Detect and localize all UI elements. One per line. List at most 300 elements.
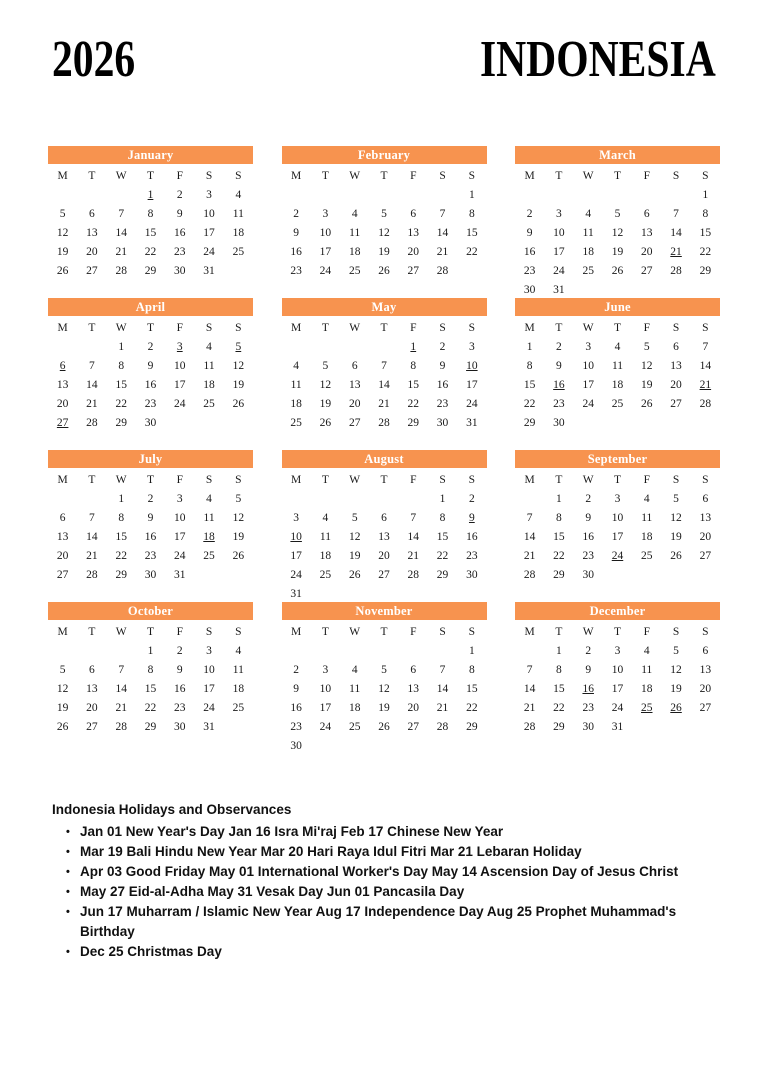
day-cell[interactable]: 23 [290,721,302,733]
day-cell[interactable]: 30 [290,740,302,752]
day-cell[interactable]: 29 [699,265,712,277]
day-cell[interactable]: 13 [56,379,69,391]
day-cell[interactable]: 12 [611,227,624,239]
day-cell[interactable]: 20 [670,379,682,391]
day-cell[interactable]: 3 [614,493,621,505]
day-cell[interactable]: 21 [436,246,449,258]
day-cell[interactable]: 2 [468,493,475,505]
day-cell[interactable]: 31 [290,588,302,600]
day-cell[interactable]: 12 [378,227,390,239]
day-cell[interactable]: 30 [174,721,186,733]
day-cell[interactable]: 22 [144,246,157,258]
day-cell[interactable]: 9 [585,512,592,524]
day-cell[interactable]: 23 [466,550,478,562]
day-cell-holiday[interactable]: 3 [176,341,183,353]
day-cell[interactable]: 19 [378,702,390,714]
day-cell[interactable]: 11 [290,379,302,391]
day-cell[interactable]: 22 [436,550,449,562]
day-cell[interactable]: 17 [290,550,302,562]
day-cell[interactable]: 5 [381,208,387,220]
day-cell[interactable]: 30 [466,569,478,581]
day-cell[interactable]: 15 [523,379,536,391]
day-cell[interactable]: 26 [378,721,390,733]
day-cell[interactable]: 7 [381,360,387,372]
day-cell[interactable]: 19 [611,246,624,258]
day-cell[interactable]: 12 [641,360,653,372]
day-cell[interactable]: 14 [407,531,420,543]
day-cell[interactable]: 19 [348,550,361,562]
day-cell-holiday[interactable]: 27 [56,417,69,429]
day-cell[interactable]: 21 [115,702,127,714]
day-cell[interactable]: 1 [468,645,475,657]
day-cell[interactable]: 8 [118,360,125,372]
day-cell[interactable]: 8 [556,664,562,676]
day-cell[interactable]: 9 [526,227,533,239]
day-cell[interactable]: 10 [203,664,215,676]
day-cell[interactable]: 17 [582,379,594,391]
day-cell[interactable]: 4 [235,189,242,201]
day-cell[interactable]: 12 [378,683,390,695]
day-cell[interactable]: 18 [611,379,624,391]
day-cell[interactable]: 29 [115,417,127,429]
day-cell[interactable]: 10 [174,512,186,524]
day-cell[interactable]: 27 [86,265,98,277]
day-cell[interactable]: 9 [556,360,562,372]
day-cell[interactable]: 26 [319,417,332,429]
day-cell[interactable]: 5 [59,664,66,676]
day-cell-holiday[interactable]: 6 [59,360,66,372]
day-cell[interactable]: 18 [232,683,245,695]
day-cell[interactable]: 14 [115,227,127,239]
day-cell[interactable]: 27 [86,721,98,733]
day-cell[interactable]: 6 [702,493,709,505]
day-cell[interactable]: 26 [56,721,69,733]
day-cell[interactable]: 31 [203,721,215,733]
day-cell[interactable]: 18 [203,379,215,391]
day-cell[interactable]: 2 [526,208,533,220]
day-cell[interactable]: 25 [232,246,245,258]
day-cell-holiday[interactable]: 16 [582,683,594,695]
day-cell[interactable]: 14 [436,683,449,695]
day-cell[interactable]: 9 [293,227,300,239]
day-cell[interactable]: 11 [203,512,215,524]
day-cell[interactable]: 24 [174,398,186,410]
day-cell[interactable]: 6 [410,208,417,220]
day-cell[interactable]: 3 [322,208,329,220]
day-cell[interactable]: 16 [523,246,536,258]
day-cell[interactable]: 27 [699,702,712,714]
day-cell[interactable]: 23 [174,702,186,714]
day-cell[interactable]: 13 [641,227,653,239]
day-cell[interactable]: 15 [144,227,157,239]
day-cell[interactable]: 25 [348,265,361,277]
day-cell[interactable]: 27 [407,265,420,277]
day-cell[interactable]: 19 [232,531,245,543]
day-cell[interactable]: 23 [523,265,536,277]
day-cell[interactable]: 26 [670,550,682,562]
day-cell[interactable]: 21 [86,398,98,410]
day-cell[interactable]: 7 [118,208,125,220]
day-cell[interactable]: 5 [59,208,66,220]
day-cell[interactable]: 15 [144,683,157,695]
day-cell[interactable]: 1 [439,493,446,505]
day-cell[interactable]: 26 [378,265,390,277]
day-cell[interactable]: 10 [319,227,332,239]
day-cell[interactable]: 29 [144,721,157,733]
day-cell[interactable]: 3 [322,664,329,676]
day-cell[interactable]: 21 [115,246,127,258]
day-cell[interactable]: 28 [670,265,682,277]
day-cell[interactable]: 22 [115,550,127,562]
day-cell[interactable]: 31 [553,284,565,296]
day-cell[interactable]: 29 [407,417,420,429]
day-cell[interactable]: 3 [468,341,475,353]
day-cell[interactable]: 4 [206,341,212,353]
day-cell[interactable]: 25 [203,398,215,410]
day-cell[interactable]: 16 [290,702,302,714]
day-cell[interactable]: 21 [436,702,449,714]
day-cell[interactable]: 5 [614,208,621,220]
day-cell[interactable]: 10 [203,208,215,220]
day-cell[interactable]: 20 [641,246,653,258]
day-cell[interactable]: 1 [118,341,125,353]
day-cell[interactable]: 22 [407,398,420,410]
day-cell[interactable]: 25 [611,398,624,410]
day-cell[interactable]: 13 [670,360,682,372]
day-cell[interactable]: 3 [614,645,621,657]
day-cell[interactable]: 6 [702,645,709,657]
day-cell[interactable]: 28 [115,721,127,733]
day-cell-holiday[interactable]: 1 [147,189,154,201]
day-cell[interactable]: 2 [176,189,183,201]
day-cell[interactable]: 26 [611,265,624,277]
day-cell[interactable]: 13 [348,379,361,391]
day-cell[interactable]: 10 [582,360,594,372]
day-cell[interactable]: 8 [468,664,475,676]
day-cell[interactable]: 28 [436,721,449,733]
day-cell[interactable]: 8 [118,512,125,524]
day-cell[interactable]: 16 [174,227,186,239]
day-cell[interactable]: 27 [641,265,653,277]
day-cell[interactable]: 4 [206,493,212,505]
day-cell[interactable]: 25 [319,569,332,581]
day-cell[interactable]: 6 [59,512,66,524]
day-cell[interactable]: 15 [553,531,565,543]
day-cell[interactable]: 3 [206,645,212,657]
day-cell[interactable]: 30 [553,417,565,429]
day-cell[interactable]: 28 [523,721,536,733]
day-cell[interactable]: 9 [147,360,154,372]
day-cell-holiday[interactable]: 26 [670,702,682,714]
day-cell-holiday[interactable]: 1 [410,341,417,353]
day-cell[interactable]: 11 [232,208,244,220]
day-cell[interactable]: 24 [319,265,332,277]
day-cell[interactable]: 20 [699,683,712,695]
day-cell[interactable]: 1 [556,493,562,505]
day-cell[interactable]: 6 [381,512,387,524]
day-cell[interactable]: 12 [670,664,682,676]
day-cell[interactable]: 1 [526,341,533,353]
day-cell[interactable]: 23 [174,246,186,258]
day-cell[interactable]: 26 [641,398,653,410]
day-cell[interactable]: 23 [436,398,449,410]
day-cell[interactable]: 22 [466,702,478,714]
day-cell[interactable]: 7 [673,208,679,220]
day-cell[interactable]: 19 [670,683,682,695]
day-cell[interactable]: 24 [553,265,565,277]
day-cell[interactable]: 28 [523,569,536,581]
day-cell[interactable]: 2 [439,341,446,353]
day-cell[interactable]: 11 [641,664,653,676]
day-cell[interactable]: 11 [319,531,331,543]
day-cell[interactable]: 11 [349,683,361,695]
day-cell[interactable]: 27 [407,721,420,733]
day-cell[interactable]: 27 [348,417,361,429]
day-cell[interactable]: 7 [526,512,533,524]
day-cell[interactable]: 20 [378,550,390,562]
day-cell[interactable]: 12 [670,512,682,524]
day-cell[interactable]: 27 [56,569,69,581]
day-cell[interactable]: 20 [699,531,712,543]
day-cell[interactable]: 10 [553,227,565,239]
day-cell[interactable]: 13 [699,664,712,676]
day-cell[interactable]: 30 [582,721,594,733]
day-cell[interactable]: 5 [235,493,242,505]
day-cell[interactable]: 24 [319,721,332,733]
day-cell-holiday[interactable]: 21 [670,246,682,258]
day-cell[interactable]: 4 [351,664,358,676]
day-cell[interactable]: 7 [410,512,417,524]
day-cell[interactable]: 23 [582,702,594,714]
day-cell[interactable]: 4 [235,645,242,657]
day-cell[interactable]: 5 [322,360,329,372]
day-cell[interactable]: 1 [702,189,709,201]
day-cell[interactable]: 6 [89,664,95,676]
day-cell[interactable]: 16 [466,531,478,543]
day-cell[interactable]: 25 [348,721,361,733]
day-cell[interactable]: 5 [673,493,679,505]
day-cell[interactable]: 19 [319,398,332,410]
day-cell-holiday[interactable]: 24 [611,550,624,562]
day-cell[interactable]: 1 [468,189,475,201]
day-cell[interactable]: 11 [349,227,361,239]
day-cell[interactable]: 8 [556,512,562,524]
day-cell[interactable]: 12 [56,227,69,239]
day-cell[interactable]: 27 [699,550,712,562]
day-cell[interactable]: 15 [466,683,478,695]
day-cell[interactable]: 14 [378,379,390,391]
day-cell[interactable]: 17 [466,379,478,391]
day-cell[interactable]: 7 [439,664,446,676]
day-cell[interactable]: 21 [86,550,98,562]
day-cell[interactable]: 14 [86,379,98,391]
day-cell[interactable]: 3 [206,189,212,201]
day-cell[interactable]: 29 [553,721,565,733]
day-cell[interactable]: 16 [144,379,157,391]
day-cell[interactable]: 20 [56,398,69,410]
day-cell[interactable]: 9 [293,683,300,695]
day-cell[interactable]: 25 [290,417,302,429]
day-cell[interactable]: 16 [436,379,449,391]
day-cell[interactable]: 26 [232,398,245,410]
day-cell[interactable]: 18 [290,398,302,410]
day-cell[interactable]: 22 [553,702,565,714]
day-cell[interactable]: 13 [56,531,69,543]
day-cell[interactable]: 19 [56,702,69,714]
day-cell[interactable]: 3 [585,341,592,353]
day-cell[interactable]: 29 [466,721,478,733]
day-cell[interactable]: 31 [203,265,215,277]
day-cell[interactable]: 6 [643,208,650,220]
day-cell[interactable]: 26 [348,569,361,581]
day-cell[interactable]: 16 [174,683,186,695]
day-cell[interactable]: 25 [582,265,594,277]
day-cell[interactable]: 27 [670,398,682,410]
day-cell[interactable]: 30 [582,569,594,581]
day-cell[interactable]: 8 [147,208,154,220]
day-cell[interactable]: 4 [614,341,621,353]
day-cell[interactable]: 14 [523,683,536,695]
day-cell[interactable]: 18 [319,550,332,562]
day-cell[interactable]: 23 [290,265,302,277]
day-cell[interactable]: 14 [115,683,127,695]
day-cell[interactable]: 4 [585,208,592,220]
day-cell[interactable]: 15 [115,379,127,391]
day-cell[interactable]: 26 [56,265,69,277]
day-cell[interactable]: 2 [585,645,592,657]
day-cell[interactable]: 11 [232,664,244,676]
day-cell[interactable]: 20 [407,246,420,258]
day-cell[interactable]: 7 [89,360,95,372]
day-cell[interactable]: 15 [436,531,449,543]
day-cell[interactable]: 15 [553,683,565,695]
day-cell[interactable]: 7 [702,341,709,353]
day-cell-holiday[interactable]: 21 [699,379,712,391]
day-cell[interactable]: 15 [699,227,712,239]
day-cell[interactable]: 30 [144,417,157,429]
day-cell[interactable]: 8 [526,360,533,372]
day-cell[interactable]: 23 [144,398,157,410]
day-cell[interactable]: 1 [118,493,125,505]
day-cell[interactable]: 17 [319,246,332,258]
day-cell-holiday[interactable]: 25 [641,702,653,714]
day-cell[interactable]: 2 [293,664,300,676]
day-cell[interactable]: 17 [319,702,332,714]
day-cell[interactable]: 24 [203,702,215,714]
day-cell[interactable]: 7 [439,208,446,220]
day-cell[interactable]: 22 [553,550,565,562]
day-cell[interactable]: 18 [348,246,361,258]
day-cell-holiday[interactable]: 10 [290,531,302,543]
day-cell[interactable]: 9 [439,360,446,372]
day-cell[interactable]: 31 [174,569,186,581]
day-cell[interactable]: 20 [407,702,420,714]
day-cell[interactable]: 13 [407,683,420,695]
day-cell[interactable]: 3 [293,512,300,524]
day-cell-holiday[interactable]: 5 [235,341,242,353]
day-cell[interactable]: 28 [115,265,127,277]
day-cell-holiday[interactable]: 16 [553,379,565,391]
day-cell[interactable]: 17 [611,531,624,543]
day-cell[interactable]: 29 [553,569,565,581]
day-cell[interactable]: 9 [585,664,592,676]
day-cell[interactable]: 13 [407,227,420,239]
day-cell[interactable]: 4 [322,512,329,524]
day-cell[interactable]: 24 [174,550,186,562]
day-cell[interactable]: 29 [115,569,127,581]
day-cell[interactable]: 24 [466,398,478,410]
day-cell[interactable]: 1 [147,645,154,657]
day-cell[interactable]: 8 [468,208,475,220]
day-cell[interactable]: 15 [407,379,420,391]
day-cell[interactable]: 10 [174,360,186,372]
day-cell[interactable]: 10 [611,664,624,676]
day-cell[interactable]: 18 [232,227,245,239]
day-cell[interactable]: 16 [582,531,594,543]
day-cell[interactable]: 2 [293,208,300,220]
day-cell[interactable]: 4 [643,645,650,657]
day-cell[interactable]: 22 [699,246,712,258]
day-cell[interactable]: 14 [436,227,449,239]
day-cell[interactable]: 11 [203,360,215,372]
day-cell[interactable]: 22 [466,246,478,258]
day-cell[interactable]: 21 [378,398,390,410]
day-cell[interactable]: 14 [86,531,98,543]
day-cell[interactable]: 10 [319,683,332,695]
day-cell[interactable]: 28 [86,417,98,429]
day-cell[interactable]: 27 [378,569,390,581]
day-cell[interactable]: 13 [699,512,712,524]
day-cell[interactable]: 30 [436,417,449,429]
day-cell[interactable]: 19 [670,531,682,543]
day-cell[interactable]: 6 [89,208,95,220]
day-cell[interactable]: 7 [118,664,125,676]
day-cell[interactable]: 20 [56,550,69,562]
day-cell[interactable]: 22 [115,398,127,410]
day-cell[interactable]: 14 [670,227,682,239]
day-cell[interactable]: 2 [556,341,562,353]
day-cell[interactable]: 13 [378,531,390,543]
day-cell[interactable]: 29 [144,265,157,277]
day-cell[interactable]: 9 [176,208,183,220]
day-cell[interactable]: 28 [86,569,98,581]
day-cell[interactable]: 31 [466,417,478,429]
day-cell[interactable]: 20 [86,702,98,714]
day-cell[interactable]: 11 [641,512,653,524]
day-cell[interactable]: 31 [611,721,624,733]
day-cell[interactable]: 4 [643,493,650,505]
day-cell[interactable]: 5 [643,341,650,353]
day-cell[interactable]: 17 [203,227,215,239]
day-cell[interactable]: 17 [203,683,215,695]
day-cell[interactable]: 2 [147,493,154,505]
day-cell[interactable]: 21 [523,702,536,714]
day-cell[interactable]: 26 [232,550,245,562]
day-cell[interactable]: 25 [232,702,245,714]
day-cell[interactable]: 2 [176,645,183,657]
day-cell[interactable]: 6 [410,664,417,676]
day-cell[interactable]: 28 [699,398,712,410]
day-cell[interactable]: 8 [410,360,417,372]
day-cell[interactable]: 11 [582,227,594,239]
day-cell[interactable]: 12 [319,379,332,391]
day-cell[interactable]: 7 [526,664,533,676]
day-cell[interactable]: 29 [523,417,536,429]
day-cell[interactable]: 19 [56,246,69,258]
day-cell[interactable]: 9 [176,664,183,676]
day-cell-holiday[interactable]: 9 [468,512,475,524]
day-cell[interactable]: 9 [147,512,154,524]
